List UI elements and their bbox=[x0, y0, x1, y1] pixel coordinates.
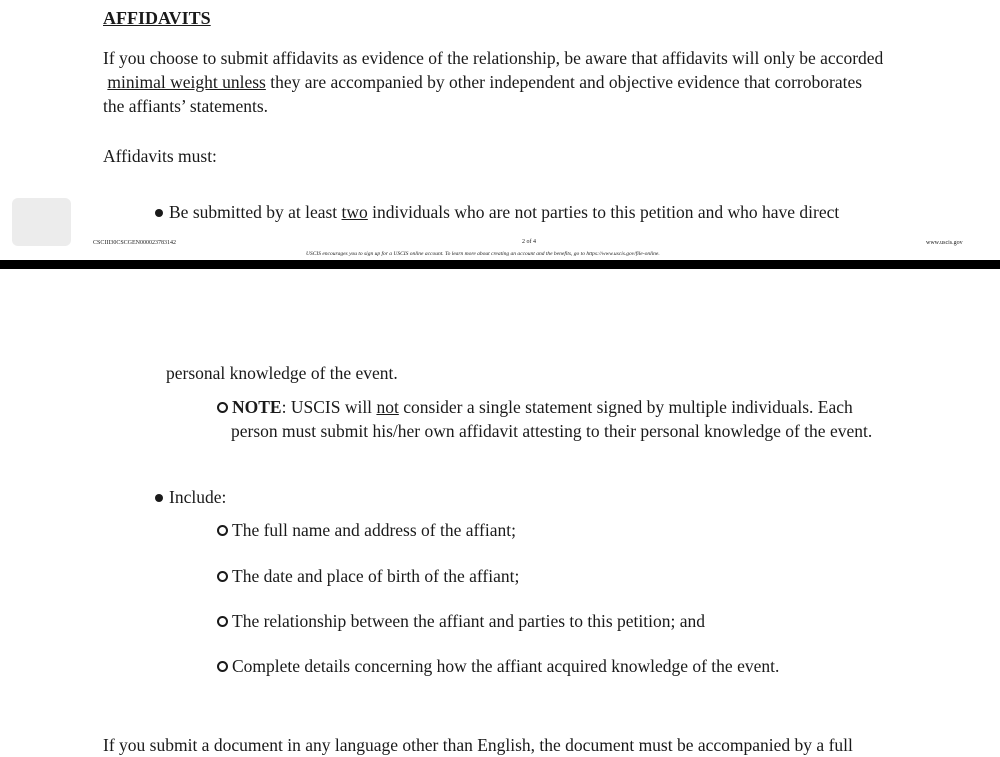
intro-line-2-rest: they are accompanied by other independent and objective evidence that corroborates bbox=[265, 72, 863, 92]
bullet-item-include: Include: bbox=[155, 485, 226, 509]
bullet-continuation: personal knowledge of the event. bbox=[166, 363, 398, 383]
footer-website: www.uscis.gov bbox=[926, 240, 963, 246]
page-thumbnail[interactable] bbox=[12, 198, 71, 246]
footer-page-number: 2 of 4 bbox=[522, 239, 536, 245]
page-separator bbox=[0, 260, 1000, 269]
intro-line-3: the affiants’ statements. bbox=[103, 96, 269, 116]
footer-form-code: CSCIII30CSCGEN000023783142 bbox=[93, 240, 177, 246]
note-line-2: person must submit his/her own affidavit attesting to their personal knowledge of the event. bbox=[231, 421, 873, 441]
include-item-relationship: The relationship between the affiant and parties to this petition; and bbox=[217, 609, 705, 633]
intro-line-2 bbox=[103, 70, 862, 94]
sub-bullet-icon bbox=[217, 661, 228, 672]
bullet-item-submitted: Be submitted by at least two individuals who are not parties to this petition and who have direct bbox=[155, 200, 839, 224]
include-item-details: Complete details concerning how the affiant acquired knowledge of the event. bbox=[217, 654, 779, 678]
section-heading: AFFIDAVITS bbox=[103, 8, 211, 28]
bottom-cut-line: If you submit a document in any language other than English, the document must be accompanied by a full bbox=[103, 735, 853, 755]
sub-bullet-icon bbox=[217, 525, 228, 536]
underlined-phrase: minimal weight unless bbox=[107, 72, 266, 92]
sub-bullet-icon bbox=[217, 571, 228, 582]
bullet-icon bbox=[155, 494, 163, 502]
note-label: NOTE bbox=[232, 397, 282, 417]
intro-line-1: If you choose to submit affidavits as evidence of the relationship, be aware that affidavits will only be accorded bbox=[103, 48, 884, 68]
include-item-birth: The date and place of birth of the affiant; bbox=[217, 564, 519, 588]
sub-bullet-icon bbox=[217, 402, 228, 413]
footer-notice: USCIS encourages you to sign up for a USCIS online account. To learn more about creating an account and the benefits, go to https://www.uscis.gov/file-online. bbox=[306, 251, 660, 257]
include-item-name-address: The full name and address of the affiant; bbox=[217, 518, 516, 542]
affidavits-must-label: Affidavits must: bbox=[103, 146, 217, 166]
bullet-icon bbox=[155, 209, 163, 217]
sub-bullet-icon bbox=[217, 616, 228, 627]
note-line-1: NOTE: USCIS will not consider a single statement signed by multiple individuals. Each bbox=[217, 395, 853, 419]
